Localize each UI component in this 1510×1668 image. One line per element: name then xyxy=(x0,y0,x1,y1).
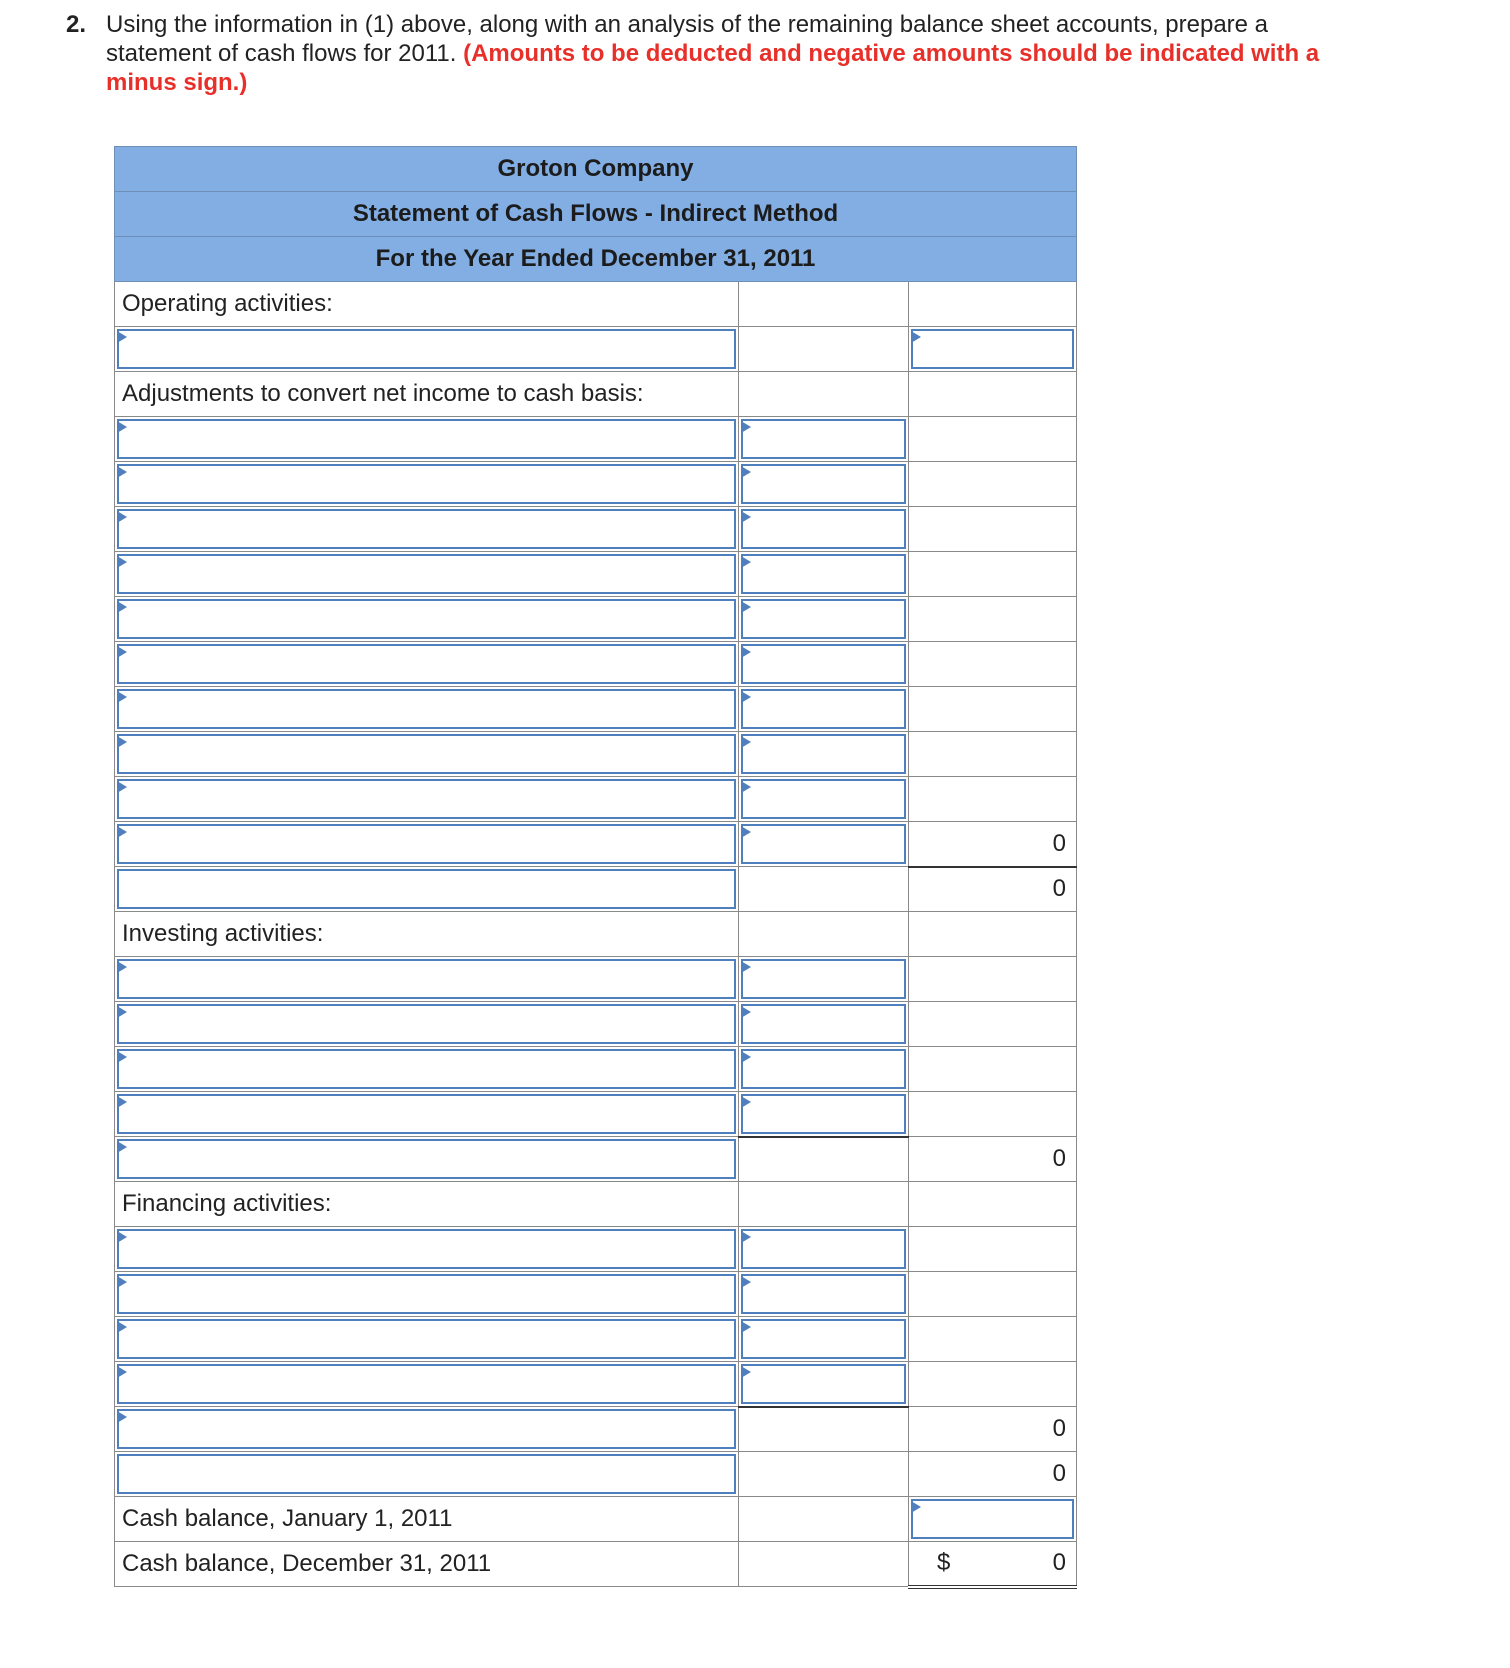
financing-total-row xyxy=(115,1407,1077,1452)
financing-row xyxy=(115,1362,1077,1407)
adjustments-label: Adjustments to convert net income to cash basis: xyxy=(115,372,739,417)
adjustment-label-input[interactable] xyxy=(117,599,736,639)
investing-row xyxy=(115,1047,1077,1092)
adjustment-row xyxy=(115,597,1077,642)
adjustment-amount-input[interactable] xyxy=(741,554,906,594)
adjustment-row xyxy=(115,507,1077,552)
investing-label-input[interactable] xyxy=(117,1049,736,1089)
adjustment-amount-input[interactable] xyxy=(741,689,906,729)
investing-total-row xyxy=(115,1137,1077,1182)
statement-title: Statement of Cash Flows - Indirect Method xyxy=(115,192,1077,237)
adjustment-label-input[interactable] xyxy=(117,419,736,459)
investing-amount-input[interactable] xyxy=(741,959,906,999)
adjustment-amount-input[interactable] xyxy=(741,599,906,639)
investing-total: 0 xyxy=(1052,1145,1067,1172)
section-row xyxy=(115,1182,1077,1227)
financing-amount-input[interactable] xyxy=(741,1229,906,1269)
cash-begin-row xyxy=(115,1497,1077,1542)
financing-amount-input[interactable] xyxy=(741,1319,906,1359)
financing-amount-input[interactable] xyxy=(741,1274,906,1314)
financing-row xyxy=(115,1317,1077,1362)
header-row xyxy=(115,192,1077,237)
currency-symbol: $ xyxy=(937,1549,951,1577)
adjustment-amount-input[interactable] xyxy=(741,824,906,864)
adjustment-row xyxy=(115,462,1077,507)
cash-begin-amount-input[interactable] xyxy=(911,1499,1074,1539)
header-row xyxy=(115,237,1077,282)
adjustment-amount-input[interactable] xyxy=(741,509,906,549)
cash-end-label: Cash balance, December 31, 2011 xyxy=(115,1542,739,1587)
question-number: 2. xyxy=(66,11,87,38)
investing-amount-input[interactable] xyxy=(741,1094,906,1134)
adjustment-label-input[interactable] xyxy=(117,734,736,774)
cash-begin-label: Cash balance, January 1, 2011 xyxy=(115,1497,739,1542)
section-row xyxy=(115,282,1077,327)
adjustment-amount-input[interactable] xyxy=(741,644,906,684)
statement-period: For the Year Ended December 31, 2011 xyxy=(115,237,1077,282)
investing-amount-input[interactable] xyxy=(741,1049,906,1089)
financing-activities-label: Financing activities: xyxy=(115,1182,739,1227)
section-row xyxy=(115,372,1077,417)
header-row xyxy=(115,147,1077,192)
adjustment-label-input[interactable] xyxy=(117,464,736,504)
adjustment-row xyxy=(115,687,1077,732)
question-note: (Amounts to be deducted and negative amounts should be indicated with a minus sign.) xyxy=(106,40,1320,96)
company-name: Groton Company xyxy=(115,147,1077,192)
financing-total-label-input[interactable] xyxy=(117,1409,736,1449)
net-change-row xyxy=(115,1452,1077,1497)
financing-amount-input[interactable] xyxy=(741,1364,906,1404)
investing-total-label-input[interactable] xyxy=(117,1139,736,1179)
section-row xyxy=(115,912,1077,957)
adjustment-label-input[interactable] xyxy=(117,779,736,819)
investing-label-input[interactable] xyxy=(117,959,736,999)
net-change-label-input[interactable] xyxy=(117,1454,736,1494)
adjustment-amount-input[interactable] xyxy=(741,779,906,819)
question-body: Using the information in (1) above, along with an analysis of the remaining balance sheet accounts, prepare a statement of cash flows for 2011. xyxy=(106,11,1269,67)
financing-row xyxy=(115,1272,1077,1317)
financing-label-input[interactable] xyxy=(117,1319,736,1359)
investing-label-input[interactable] xyxy=(117,1094,736,1134)
cash-flow-statement-table xyxy=(114,146,1077,1589)
operating-total-row xyxy=(115,867,1077,912)
adjustment-row xyxy=(115,822,1077,867)
financing-label-input[interactable] xyxy=(117,1274,736,1314)
cash-end-value: 0 xyxy=(1052,1549,1067,1577)
investing-activities-label: Investing activities: xyxy=(115,912,739,957)
adjustment-label-input[interactable] xyxy=(117,509,736,549)
financing-total: 0 xyxy=(1052,1415,1067,1442)
adjustment-label-input[interactable] xyxy=(117,689,736,729)
adjustment-row xyxy=(115,642,1077,687)
investing-label-input[interactable] xyxy=(117,1004,736,1044)
adjustment-row xyxy=(115,417,1077,462)
net-income-amount-input[interactable] xyxy=(911,329,1074,369)
net-change-total: 0 xyxy=(1052,1460,1067,1487)
adjustment-amount-input[interactable] xyxy=(741,464,906,504)
adjustment-row xyxy=(115,552,1077,597)
financing-label-input[interactable] xyxy=(117,1364,736,1404)
adjustment-label-input[interactable] xyxy=(117,644,736,684)
operating-activities-label: Operating activities: xyxy=(115,282,739,327)
cash-end-row xyxy=(115,1542,1077,1587)
adjustment-amount-input[interactable] xyxy=(741,734,906,774)
adjustment-label-input[interactable] xyxy=(117,554,736,594)
investing-amount-input[interactable] xyxy=(741,1004,906,1044)
adjustment-row xyxy=(115,777,1077,822)
net-income-row xyxy=(115,327,1077,372)
question-block xyxy=(66,10,1326,97)
adjustment-row xyxy=(115,732,1077,777)
financing-row xyxy=(115,1227,1077,1272)
investing-row xyxy=(115,957,1077,1002)
investing-row xyxy=(115,1092,1077,1137)
adjustment-amount-input[interactable] xyxy=(741,419,906,459)
adjustments-subtotal: 0 xyxy=(1052,829,1067,857)
question-text xyxy=(106,10,1326,97)
operating-total-label-input[interactable] xyxy=(117,869,736,909)
financing-label-input[interactable] xyxy=(117,1229,736,1269)
net-income-label-input[interactable] xyxy=(117,329,736,369)
investing-row xyxy=(115,1002,1077,1047)
operating-total: 0 xyxy=(1052,875,1067,903)
adjustment-label-input[interactable] xyxy=(117,824,736,864)
